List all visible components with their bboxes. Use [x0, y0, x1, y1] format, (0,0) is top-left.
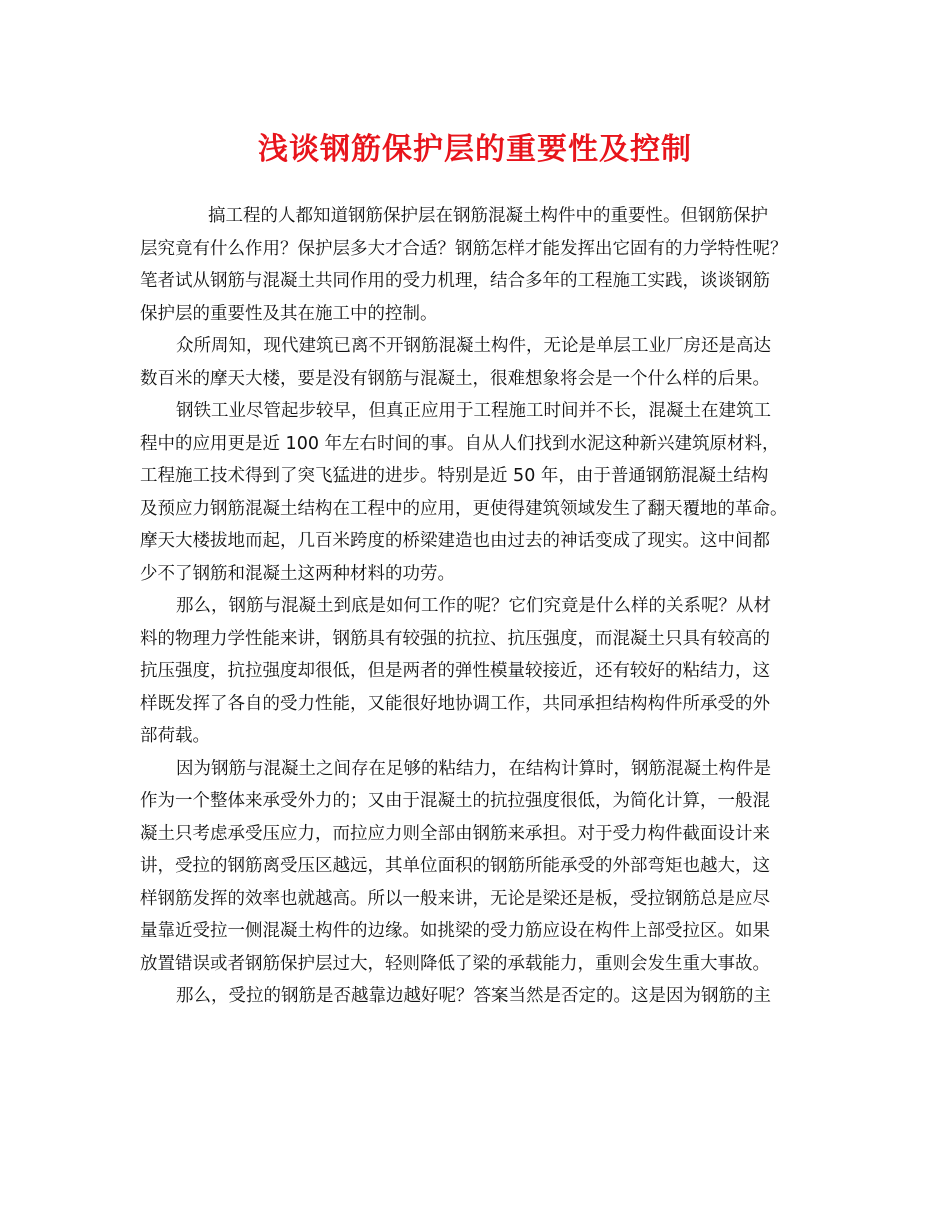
paragraph-line: 作为一个整体来承受外力的；又由于混凝土的抗拉强度很低，为简化计算，一般混 [140, 791, 770, 811]
paragraph-line: 抗压强度，抗拉强度却很低，但是两者的弹性模量较接近，还有较好的粘结力，这 [140, 661, 770, 681]
paragraph-line: 众所周知，现代建筑已离不开钢筋混凝土构件，无论是单层工业厂房还是高达 [176, 336, 771, 356]
paragraph-line: 样既发挥了各自的受力性能，又能很好地协调工作，共同承担结构构件所承受的外 [140, 693, 770, 714]
paragraph-line: 样钢筋发挥的效率也就越高。所以一般来讲，无论是梁还是板，受拉钢筋总是应尽 [140, 888, 770, 909]
paragraph-line: 少不了钢筋和混凝土这两种材料的功劳。 [140, 563, 455, 584]
paragraph-line: 工程施工技术得到了突飞猛进的进步。特别是近 50 年，由于普通钢筋混凝土结构 [140, 466, 769, 486]
paragraph-line: 那么，钢筋与混凝土到底是如何工作的呢？它们究竟是什么样的关系呢？从材 [176, 596, 771, 616]
paragraph-line: 笔者试从钢筋与混凝土共同作用的受力机理，结合多年的工程施工实践，谈谈钢筋 [140, 271, 770, 291]
paragraph-line: 讲，受拉的钢筋离受压区越远，其单位面积的钢筋所能承受的外部弯矩也越大，这 [140, 856, 770, 876]
paragraph-line: 放置错误或者钢筋保护层过大，轻则降低了梁的承载能力，重则会发生重大事故。 [140, 953, 770, 974]
paragraph-line: 及预应力钢筋混凝土结构在工程中的应用，更使得建筑领域发生了翻天覆地的革命。 [140, 498, 788, 519]
paragraph-line: 保护层的重要性及其在施工中的控制。 [140, 303, 438, 324]
paragraph-line: 料的物理力学性能来讲，钢筋具有较强的抗拉、抗压强度，而混凝土只具有较高的 [140, 628, 770, 649]
paragraph-line: 因为钢筋与混凝土之间存在足够的粘结力，在结构计算时，钢筋混凝土构件是 [176, 758, 771, 779]
paragraph-line: 搞工程的人都知道钢筋保护层在钢筋混凝土构件中的重要性。但钢筋保护 [208, 206, 768, 226]
paragraph-line: 钢铁工业尽管起步较早，但真正应用于工程施工时间并不长，混凝土在建筑工 [176, 401, 771, 421]
article-body [140, 200, 830, 1013]
paragraph-line: 部荷载。 [140, 726, 210, 746]
paragraph-line: 数百米的摩天大楼，要是没有钢筋与混凝土，很难想象将会是一个什么样的后果。 [140, 368, 770, 389]
paragraph-line: 凝土只考虑承受压应力，而拉应力则全部由钢筋来承担。对于受力构件截面设计来 [140, 823, 770, 844]
paragraph-line: 层究竟有什么作用？保护层多大才合适？钢筋怎样才能发挥出它固有的力学特性呢？ [140, 238, 788, 259]
paragraph-line: 摩天大楼拔地而起，几百米跨度的桥梁建造也由过去的神话变成了现实。这中间都 [140, 531, 770, 551]
page-title: 浅谈钢筋保护层的重要性及控制 [258, 132, 692, 167]
paragraph-line: 程中的应用更是近 100 年左右时间的事。自从人们找到水泥这种新兴建筑原材料， [140, 433, 780, 454]
paragraph-line: 那么，受拉的钢筋是否越靠边越好呢？答案当然是否定的。这是因为钢筋的主 [176, 986, 771, 1006]
paragraph-line: 量靠近受拉一侧混凝土构件的边缘。如挑梁的受力筋应设在构件上部受拉区。如果 [140, 921, 770, 941]
